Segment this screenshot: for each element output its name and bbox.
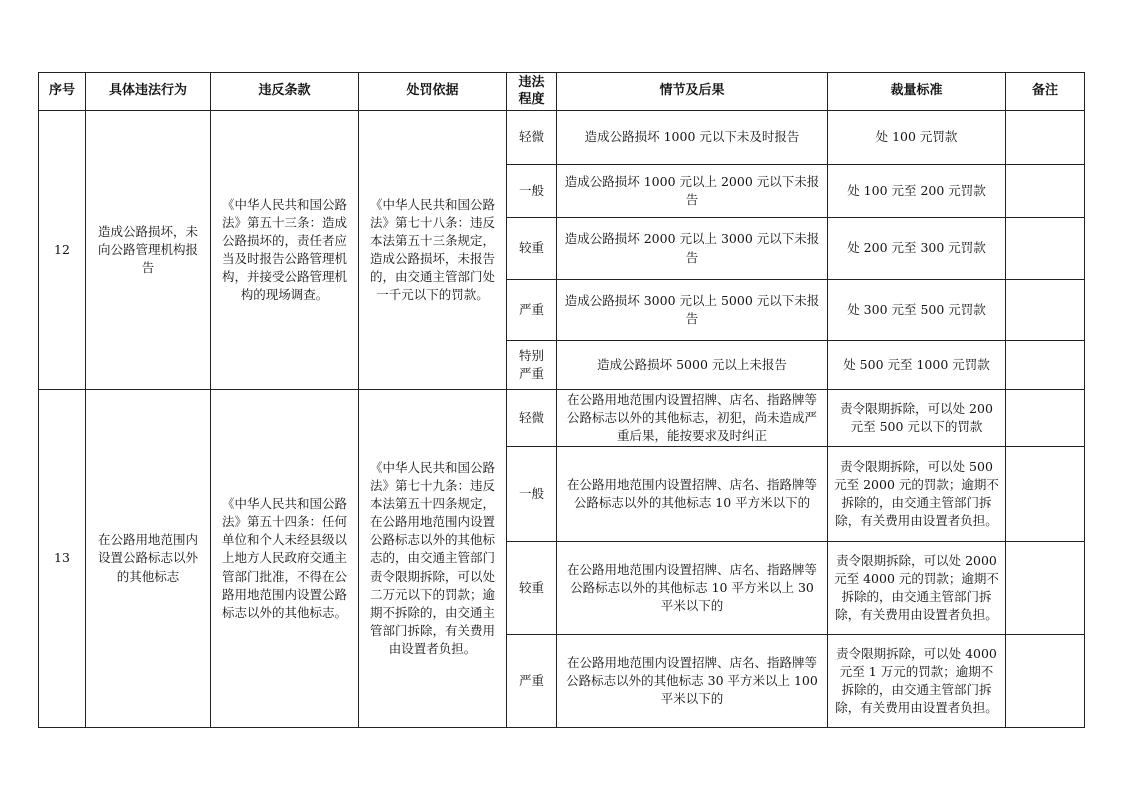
level-circumstances: 在公路用地范围内设置招牌、店名、指路牌等公路标志以外的其他标志，初犯，尚未造成严重后果，能按要求及时纠正 <box>557 390 828 447</box>
level-remark <box>1006 635 1085 728</box>
level-degree: 严重 <box>507 280 557 341</box>
level-standard: 责令限期拆除，可以处 500 元至 2000 元的罚款；逾期不拆除的，由交通主管部门拆除，有关费用由设置者负担。 <box>828 447 1006 542</box>
row-penalty-basis: 《中华人民共和国公路法》第七十九条：违反本法第五十四条规定，在公路用地范围内设置公路标志以外的其他标志的，由交通主管部门责令限期拆除，可以处二万元以下的罚款；逾期不拆除的，由交通主管部门拆除，有关费用由设置者负担。 <box>359 390 507 728</box>
row-violated-clause: 《中华人民共和国公路法》第五十三条：造成公路损坏的，责任者应当及时报告公路管理机构，并接受公路管理机构的现场调查。 <box>211 111 359 390</box>
header-seq: 序号 <box>39 73 86 111</box>
level-standard: 责令限期拆除，可以处 200 元至 500 元以下的罚款 <box>828 390 1006 447</box>
header-standard: 裁量标准 <box>828 73 1006 111</box>
header-remarks: 备注 <box>1006 73 1085 111</box>
row-seq: 12 <box>39 111 86 390</box>
level-degree: 较重 <box>507 218 557 280</box>
level-standard: 处 100 元罚款 <box>828 111 1006 165</box>
header-penalty-basis: 处罚依据 <box>359 73 507 111</box>
level-standard: 处 100 元至 200 元罚款 <box>828 165 1006 218</box>
header-circumstances: 情节及后果 <box>557 73 828 111</box>
level-circumstances: 造成公路损坏 1000 元以上 2000 元以下未报告 <box>557 165 828 218</box>
level-circumstances: 造成公路损坏 5000 元以上未报告 <box>557 341 828 390</box>
table-row <box>39 111 1085 165</box>
level-standard: 处 300 元至 500 元罚款 <box>828 280 1006 341</box>
row-penalty-basis: 《中华人民共和国公路法》第七十八条：违反本法第五十三条规定，造成公路损坏，未报告的，由交通主管部门处一千元以下的罚款。 <box>359 111 507 390</box>
level-degree: 严重 <box>507 635 557 728</box>
level-remark <box>1006 341 1085 390</box>
level-remark <box>1006 280 1085 341</box>
level-degree: 特别严重 <box>507 341 557 390</box>
level-standard: 处 200 元至 300 元罚款 <box>828 218 1006 280</box>
level-circumstances: 在公路用地范围内设置招牌、店名、指路牌等公路标志以外的其他标志 10 平方米以下的 <box>557 447 828 542</box>
level-degree: 轻微 <box>507 111 557 165</box>
header-violated-clause: 违反条款 <box>211 73 359 111</box>
row-violated-clause: 《中华人民共和国公路法》第五十四条：任何单位和个人未经县级以上地方人民政府交通主管部门批准，不得在公路用地范围内设置公路标志以外的其他标志。 <box>211 390 359 728</box>
table-row <box>39 390 1085 447</box>
header-behavior: 具体违法行为 <box>86 73 211 111</box>
row-seq: 13 <box>39 390 86 728</box>
level-circumstances: 在公路用地范围内设置招牌、店名、指路牌等公路标志以外的其他标志 10 平方米以上 30 平米以下的 <box>557 542 828 635</box>
level-remark <box>1006 165 1085 218</box>
level-circumstances: 造成公路损坏 3000 元以上 5000 元以下未报告 <box>557 280 828 341</box>
row-behavior: 造成公路损坏，未向公路管理机构报告 <box>86 111 211 390</box>
level-circumstances: 造成公路损坏 2000 元以上 3000 元以下未报告 <box>557 218 828 280</box>
penalty-discretion-table <box>38 72 1085 728</box>
level-degree: 较重 <box>507 542 557 635</box>
level-remark <box>1006 447 1085 542</box>
level-standard: 责令限期拆除，可以处 2000 元至 4000 元的罚款；逾期不拆除的，由交通主管部门拆除，有关费用由设置者负担。 <box>828 542 1006 635</box>
header-degree: 违法程度 <box>507 73 557 111</box>
level-degree: 轻微 <box>507 390 557 447</box>
level-degree: 一般 <box>507 165 557 218</box>
level-circumstances: 在公路用地范围内设置招牌、店名、指路牌等公路标志以外的其他标志 30 平方米以上 100 平米以下的 <box>557 635 828 728</box>
level-standard: 处 500 元至 1000 元罚款 <box>828 341 1006 390</box>
level-degree: 一般 <box>507 447 557 542</box>
level-remark <box>1006 390 1085 447</box>
header-row <box>39 73 1085 111</box>
level-remark <box>1006 218 1085 280</box>
row-behavior: 在公路用地范围内设置公路标志以外的其他标志 <box>86 390 211 728</box>
level-standard: 责令限期拆除，可以处 4000 元至 1 万元的罚款；逾期不拆除的，由交通主管部门拆除，有关费用由设置者负担。 <box>828 635 1006 728</box>
level-circumstances: 造成公路损坏 1000 元以下未及时报告 <box>557 111 828 165</box>
level-remark <box>1006 111 1085 165</box>
level-remark <box>1006 542 1085 635</box>
